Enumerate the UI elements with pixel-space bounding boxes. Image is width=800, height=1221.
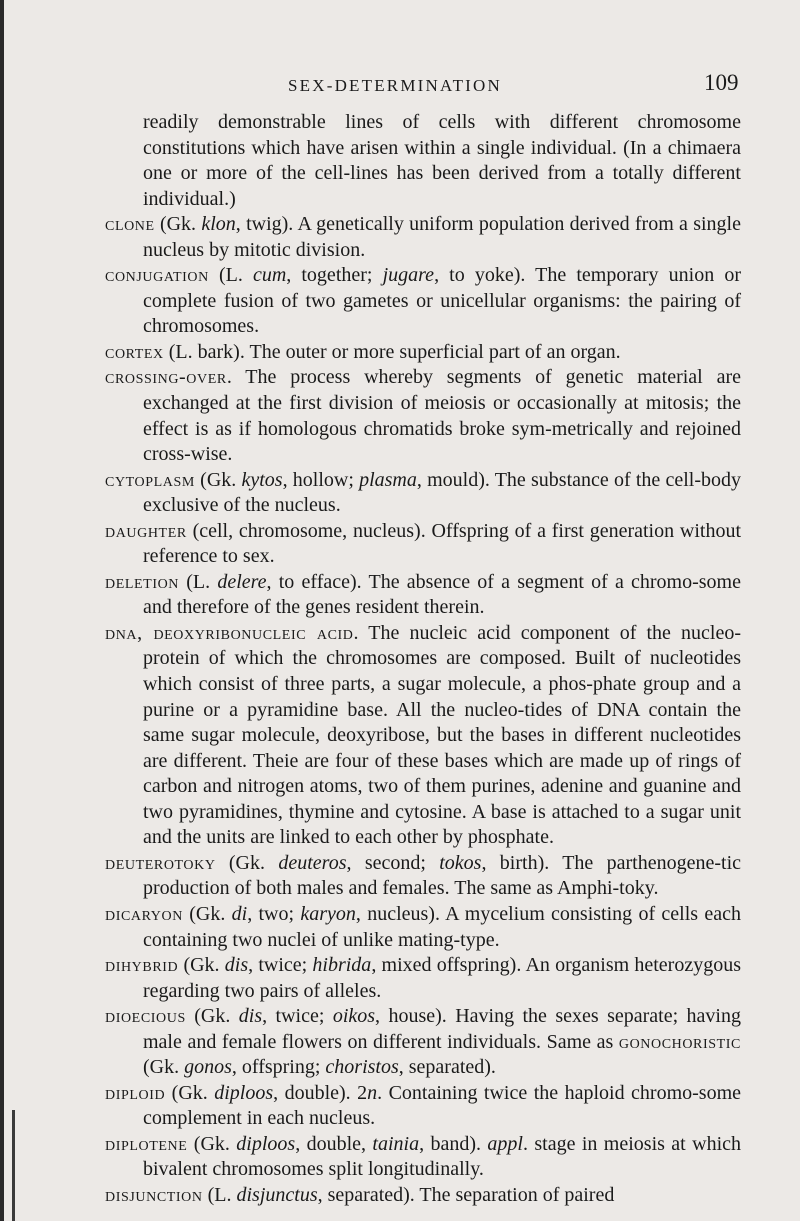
entry-text: , nucleus). A mycelium consisting of cells each containing two nuclei of unlike mating-type. <box>143 902 741 951</box>
entry-etymology-word: kytos <box>241 468 283 491</box>
entry-etymology-word: deuteros <box>278 851 347 874</box>
glossary-entry-cortex <box>105 340 741 366</box>
entry-term: diplotene <box>105 1132 188 1155</box>
entry-text: , two; <box>247 902 301 925</box>
entry-etymology-word: diploos <box>236 1132 296 1155</box>
entry-etymology-word: klon <box>201 213 236 236</box>
entry-etymology-word: dis <box>224 954 249 977</box>
entry-text: , mould). The substance of the cell-body exclusive of the nucleus. <box>143 468 741 517</box>
continued-entry: readily demonstrable lines of cells with different chromosome constitutions which have arisen within a single individual. (In a chimaera one or more of the cell-lines has been derived from a totally different individual.) <box>143 111 741 210</box>
entry-text: (L. <box>208 264 253 287</box>
entry-text: (Gk. <box>178 954 225 977</box>
entry-text: (Gk. <box>185 1005 239 1028</box>
glossary-entry-daughter <box>105 519 741 570</box>
entry-text: (Gk. <box>194 468 242 491</box>
entry-text: , band). <box>419 1132 488 1155</box>
entry-term: conjugation <box>105 264 209 287</box>
entry-etymology-word: tokos <box>439 851 482 874</box>
page-edge-shadow <box>0 0 4 1221</box>
glossary-entry-diploid <box>105 1081 741 1132</box>
entry-term: cortex <box>105 340 164 363</box>
entry-etymology-word: delere <box>217 570 267 593</box>
glossary-entry-dioecious <box>105 1004 741 1081</box>
entry-term: dihybrid <box>105 954 179 977</box>
entry-text: . The process whereby segments of genetic material are exchanged at the first division of meiosis or occasionally at mitosis; the effect is as if homologous chromatids broke sym-metrically and rejoined cross-wise. <box>143 366 741 466</box>
page-edge-mark <box>12 1110 15 1221</box>
entry-etymology-word: gonos <box>184 1056 232 1079</box>
entry-term: deuterotoky <box>105 851 216 874</box>
glossary-entry-crossing-over <box>105 365 741 467</box>
glossary-entry-disjunction <box>105 1183 741 1209</box>
entry-term: dioecious <box>105 1005 186 1028</box>
entry-text: , double). 2 <box>273 1081 368 1104</box>
glossary-entry-clone <box>105 212 741 263</box>
entry-text: . stage in meiosis at which bivalent chromosomes split longitudinally. <box>143 1132 741 1181</box>
entry-term: gonochoristic <box>618 1030 741 1053</box>
entry-text: (Gk. <box>182 902 232 925</box>
entry-etymology-word: cum <box>252 264 287 287</box>
entry-text: , house). Having the sexes separate; having male and female flowers on different individuals. Same as <box>143 1005 741 1053</box>
entry-term: cytoplasm <box>105 468 195 491</box>
glossary-entry-dicaryon <box>105 902 741 953</box>
glossary-entry-dna <box>105 621 741 851</box>
glossary-body <box>105 110 741 1209</box>
entry-etymology-word: appl <box>487 1132 523 1155</box>
entry-text: (L. <box>202 1183 237 1206</box>
entry-text: , separated). <box>398 1056 496 1079</box>
entry-etymology-word: jugare <box>382 264 435 287</box>
entry-term: disjunction <box>105 1183 203 1206</box>
entry-text: , twice; <box>248 954 313 977</box>
entry-text: . The nucleic acid component of the nucleo-protein of which the chromosomes are composed. Built of nucleotides which consist of three parts, a sugar molecule, a phos-phate group and a purine or a pyramidine base. All the nucleo-tides of DNA contain the same sugar molecule, deoxyribose, but the bases in different nucleotides are different. Theie are four of these bases which are made up of rings of carbon and nitrogen atoms, two of them purines, adenine and guanine and two pyramidines, thymine and cytosine. A base is attached to a sugar unit and the units are linked to each other by phosphate. <box>143 621 741 849</box>
entry-etymology-word: karyon <box>300 902 356 925</box>
entry-term: daughter <box>105 519 187 542</box>
entry-term: diploid <box>105 1081 166 1104</box>
entry-etymology-word: oikos <box>332 1005 376 1028</box>
entry-text: , to yoke). The temporary union or complete fusion of two gametes or unicellular organisms: the pairing of chromosomes. <box>143 264 741 338</box>
entry-term: clone <box>105 213 155 236</box>
entry-etymology-word: dis <box>238 1005 263 1028</box>
entry-text: (Gk. <box>154 213 202 236</box>
glossary-entry-cytoplasm <box>105 468 741 519</box>
entry-etymology-word: diploos <box>214 1081 274 1104</box>
entry-term: dna, deoxyribonucleic acid <box>105 621 354 644</box>
entry-etymology-word: n <box>367 1081 378 1104</box>
entry-text: . Containing twice the haploid chromo-some complement in each nucleus. <box>143 1081 742 1130</box>
entry-text: , separated). The separation of paired <box>317 1183 615 1206</box>
entry-etymology-word: di <box>231 902 248 925</box>
entry-text: , together; <box>286 264 383 287</box>
running-title: SEX-DETERMINATION <box>288 76 502 95</box>
glossary-entry-deletion <box>105 570 741 621</box>
glossary-entry-diplotene <box>105 1132 741 1183</box>
glossary-entry-dihybrid <box>105 953 741 1004</box>
entry-text: (Gk. <box>187 1132 237 1155</box>
glossary-entry-conjugation <box>105 263 741 340</box>
entry-etymology-word: plasma <box>359 468 417 491</box>
entry-text: (Gk. <box>165 1081 215 1104</box>
entry-term: dicaryon <box>105 902 183 925</box>
entry-text: (L. bark). The outer or more superficial part of an organ. <box>163 340 621 363</box>
entry-etymology-word: disjunctus <box>236 1183 318 1206</box>
entry-etymology-word: choristos <box>325 1056 399 1079</box>
entry-text: , second; <box>346 851 440 874</box>
page-number: 109 <box>704 70 739 95</box>
glossary-entry-deuterotoky <box>105 851 741 902</box>
entry-text: , double, <box>295 1132 373 1155</box>
entry-text: , offspring; <box>231 1056 326 1079</box>
entry-term: crossing-over <box>105 366 227 389</box>
entry-text: (Gk. <box>143 1056 185 1079</box>
entry-etymology-word: hibrida <box>312 954 372 977</box>
entry-text: , birth). The parthenogene-tic production of both males and females. The same as Amphi-toky. <box>143 851 742 900</box>
entry-text: , mixed offspring). An organism heterozygous regarding two pairs of alleles. <box>143 954 741 1002</box>
entry-text: , twice; <box>262 1005 333 1028</box>
entry-term: deletion <box>105 570 180 593</box>
entry-text: , twig). A genetically uniform population derived from a single nucleus by mitotic division. <box>143 213 741 261</box>
entry-etymology-word: tainia <box>372 1132 420 1155</box>
page-header <box>0 68 800 98</box>
entry-text: (L. <box>179 570 218 593</box>
entry-text: (cell, chromosome, nucleus). Offspring of a first generation without reference to sex. <box>143 519 741 568</box>
entry-text: , to efface). The absence of a segment of a chromo-some and therefore of the genes resident therein. <box>143 570 741 619</box>
entry-text: , hollow; <box>282 468 360 491</box>
entry-text: (Gk. <box>215 851 279 874</box>
